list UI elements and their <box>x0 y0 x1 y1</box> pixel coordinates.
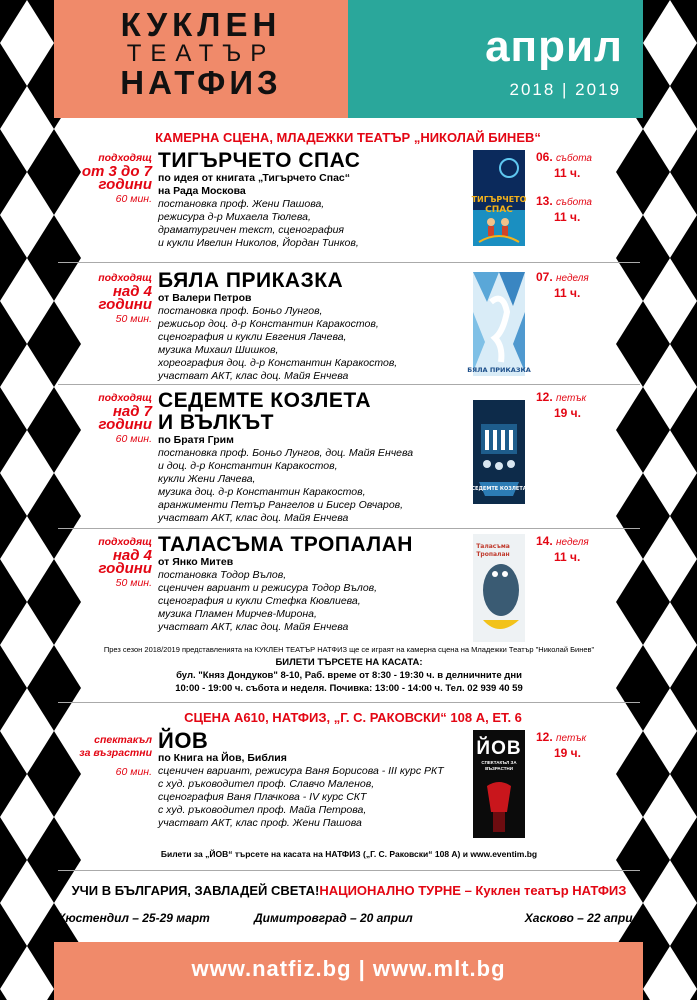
show-credits <box>158 752 488 830</box>
age-info <box>58 734 152 779</box>
svg-text:Таласъма: Таласъма <box>476 543 510 550</box>
age-prefix: подходящ <box>98 152 152 164</box>
duration: 50 мин. <box>115 577 152 589</box>
divider <box>58 702 640 703</box>
credit-line: сценография Ваня Плачкова - IV курс СКТ <box>158 791 367 803</box>
poster-title: ЙОВ <box>476 738 522 759</box>
credit-line: участват АКТ, клас доц. Майя Енчева <box>158 621 349 633</box>
show-tigarcheto-spas <box>58 150 640 270</box>
date-day: 12. <box>536 390 553 404</box>
age-info <box>58 392 152 446</box>
diamond-shape <box>0 817 27 903</box>
date-time: 11 ч. <box>554 286 581 300</box>
harlequin-border-left <box>0 0 54 1000</box>
show-title: БЯЛА ПРИКАЗКА <box>158 269 344 292</box>
svg-text:БЯЛА ПРИКАЗКА: БЯЛА ПРИКАЗКА <box>467 366 531 374</box>
diamond-shape <box>670 43 697 129</box>
credit-line: режисьор доц. д-р Константин Каракостов, <box>158 318 379 330</box>
show-sedemte-kozleta <box>58 390 640 526</box>
credit-line: постановка Тодор Вълов, <box>158 569 287 581</box>
tour-city-dimitrovgrad: Димитровград – 20 април <box>254 911 413 925</box>
show-subtitle-2: на Рада Москова <box>158 185 246 197</box>
show-subtitle: от Валери Петров <box>158 292 252 304</box>
date-time: 19 ч. <box>554 406 581 420</box>
title-line-1: СЕДЕМТЕ КОЗЛЕТА <box>158 389 371 412</box>
credit-line: сценичен вариант, режисура Ваня Борисова - III курс РКТ <box>158 765 444 777</box>
diamond-shape <box>0 645 27 731</box>
credit-line: сценография и кукли Евгения Лачева, <box>158 331 347 343</box>
poster-byala-prikazka <box>467 272 531 376</box>
diamond-shape <box>0 473 27 559</box>
credit-line: постановка проф. Боньо Лунгов, <box>158 305 323 317</box>
date-weekday: петък <box>556 393 587 404</box>
poster-image <box>473 150 525 246</box>
show-title: ТАЛАСЪМА ТРОПАЛАН <box>158 533 413 556</box>
show-credits <box>158 172 488 250</box>
season-label: 2018 | 2019 <box>509 80 621 99</box>
credit-line: музика Михаил Шишков, <box>158 344 279 356</box>
month-title: април <box>485 22 623 71</box>
age-range: над 4 години <box>98 283 152 313</box>
diamond-shape <box>0 43 27 129</box>
show-title: ЙОВ <box>158 728 209 753</box>
age-range: над 4 години <box>98 547 152 577</box>
diamond-shape <box>0 903 27 989</box>
poster-image <box>473 534 525 642</box>
date-day: 07. <box>536 270 553 284</box>
header-logo-panel <box>54 0 348 118</box>
credit-line: драматургичен текст, сценография <box>158 224 345 236</box>
credit-line: с худ. ръководител проф. Майа Петрова, <box>158 804 367 816</box>
credit-line: и кукли Ивелин Николов, Йордан Тинков, <box>158 237 359 249</box>
credit-line: участват АКТ, клас доц. Майя Енчева <box>158 512 349 524</box>
date-time: 11 ч. <box>554 210 581 224</box>
show-subtitle: от Янко Митев <box>158 556 234 568</box>
credit-line: постановка проф. Боньо Лунгов, доц. Майя Енчева <box>158 447 414 459</box>
date-entry <box>536 730 640 746</box>
date-time: 11 ч. <box>554 166 581 180</box>
poster-image <box>473 400 525 504</box>
date-weekday: неделя <box>556 273 589 284</box>
show-credits <box>158 556 488 634</box>
credit-line: и доц. д-р Константин Каракостов, <box>158 460 338 472</box>
diamond-shape <box>670 645 697 731</box>
credit-line: участват АКТ, клас доц. Майя Енчева <box>158 370 349 382</box>
diamond-shape <box>670 387 697 473</box>
duration: 60 мин. <box>115 766 152 778</box>
svg-text:ТИГЪРЧЕТО: ТИГЪРЧЕТО <box>471 195 527 204</box>
credit-line: музика доц. д-р Константин Каракостов, <box>158 486 366 498</box>
show-subtitle: по Книга на Йов, Библия <box>158 752 287 764</box>
date-weekday: събота <box>556 153 592 164</box>
show-credits <box>158 292 488 383</box>
credit-line: сценография и кукли Стефка Кювлиева, <box>158 595 361 607</box>
logo-line-3: НАТФИЗ <box>120 64 282 101</box>
diamond-shape <box>670 129 697 215</box>
show-title: ТИГЪРЧЕТО СПАС <box>158 149 361 172</box>
age-info <box>58 536 152 590</box>
credit-line: сценичен вариант и режисура Тодор Вълов, <box>158 582 378 594</box>
diamond-shape <box>670 731 697 817</box>
diamond-shape <box>670 473 697 559</box>
diamond-shape <box>670 989 697 1000</box>
show-yov <box>58 730 640 842</box>
poster-image <box>473 772 525 842</box>
header-month-panel <box>348 0 643 118</box>
age-prefix: подходящ <box>98 536 152 548</box>
divider <box>58 870 640 871</box>
duration: 60 мин. <box>115 433 152 445</box>
diamond-shape <box>0 0 27 43</box>
tickets-title: БИЛЕТИ ТЪРСЕТЕ НА КАСАТА: <box>275 657 423 668</box>
diamond-shape <box>0 129 27 215</box>
show-title <box>158 390 371 434</box>
show-subtitle: по Братя Грим <box>158 434 234 446</box>
age-range: от 3 до 7 години <box>81 163 152 193</box>
poster-yov <box>473 730 525 838</box>
divider <box>58 528 640 529</box>
date-time: 19 ч. <box>554 746 581 760</box>
diamond-shape <box>0 301 27 387</box>
date-entry <box>536 194 640 210</box>
divider <box>58 262 640 263</box>
age-prefix: подходящ <box>98 272 152 284</box>
divider <box>58 384 640 385</box>
logo-line-1: КУКЛЕН <box>120 6 282 43</box>
tickets-hours-weekend: 10:00 - 19:00 ч. събота и неделя. Почивка: 13:00 - 14:00 ч. Тел. 02 939 40 59 <box>175 683 523 694</box>
show-dates <box>536 150 640 232</box>
diamond-shape <box>0 989 27 1000</box>
yov-tickets-info: Билети за „ЙОВ“ търсете на касата на НАТФИЗ („Г. С. Раковски“ 108 А) и www.eventim.bg <box>160 849 538 859</box>
footer-websites[interactable]: www.natfiz.bg | www.mlt.bg <box>191 956 506 981</box>
date-day: 12. <box>536 730 553 744</box>
date-weekday: петък <box>556 733 587 744</box>
tour-cities <box>58 911 640 927</box>
tour-title: НАЦИОНАЛНО ТУРНЕ – Куклен театър НАТФИЗ <box>319 883 627 898</box>
show-dates <box>536 730 640 768</box>
logo-line-2: ТЕАТЪР <box>126 40 276 67</box>
show-dates <box>536 390 640 428</box>
date-entry <box>536 390 640 406</box>
harlequin-border-right <box>643 0 697 1000</box>
date-entry <box>536 150 640 166</box>
tour-slogan: УЧИ В БЪЛГАРИЯ, ЗАВЛАДЕЙ СВЕТА! <box>71 883 320 898</box>
title-line-2: И ВЪЛКЪТ <box>158 411 274 434</box>
date-day: 14. <box>536 534 553 548</box>
duration: 60 мин. <box>115 193 152 205</box>
svg-text:Тропалан: Тропалан <box>476 551 510 558</box>
date-weekday: неделя <box>556 537 589 548</box>
poster-sedemte-kozleta <box>473 400 525 504</box>
age-prefix: спектакъл <box>94 734 152 746</box>
diamond-pattern-left <box>0 0 54 1000</box>
tour-city-haskovo: Хасково – 22 април <box>524 911 640 925</box>
svg-text:СЕДЕМТЕ КОЗЛЕТА: СЕДЕМТЕ КОЗЛЕТА <box>471 486 527 492</box>
poster-tigarcheto-spas <box>473 150 525 246</box>
diamond-shape <box>0 387 27 473</box>
diamond-pattern-right <box>643 0 697 1000</box>
credit-line: музика Пламен Мирчев-Мирона, <box>158 608 317 620</box>
date-weekday: събота <box>556 197 592 208</box>
age-prefix: подходящ <box>98 392 152 404</box>
diamond-shape <box>670 817 697 903</box>
svg-text:СПАС: СПАС <box>485 205 513 215</box>
show-byala-prikazka <box>58 270 640 384</box>
diamond-shape <box>670 903 697 989</box>
date-day: 06. <box>536 150 553 164</box>
stage-a610-heading: СЦЕНА А610, НАТФИЗ, „Г. С. РАКОВСКИ“ 108 А, ЕТ. 6 <box>184 710 522 725</box>
poster-subtitle: СПЕКТАКЪЛ ЗА ВЪЗРАСТНИ <box>481 760 517 771</box>
age-info <box>58 152 152 206</box>
diamond-shape <box>0 731 27 817</box>
diamond-shape <box>670 559 697 645</box>
show-dates <box>536 270 640 308</box>
credit-line: участват АКТ, клас проф. Жени Пашова <box>158 817 362 829</box>
diamond-shape <box>670 301 697 387</box>
diamond-shape <box>0 559 27 645</box>
credit-line: постановка проф. Жени Пашова, <box>158 198 325 210</box>
national-tour-heading <box>58 883 640 898</box>
diamond-shape <box>0 215 27 301</box>
show-dates <box>536 534 640 572</box>
duration: 50 мин. <box>115 313 152 325</box>
date-day: 13. <box>536 194 553 208</box>
theatre-logo <box>54 8 348 100</box>
chamber-stage-heading: КАМЕРНА СЦЕНА, МЛАДЕЖКИ ТЕАТЪР „НИКОЛАЙ БИНЕВ“ <box>155 130 541 145</box>
credit-line: с худ. ръководител проф. Славчо Маленов, <box>158 778 375 790</box>
poster-image <box>467 272 531 376</box>
show-credits <box>158 434 488 525</box>
credit-line: хореография доц. д-р Константин Каракостов, <box>158 357 398 369</box>
show-talasama-tropalan <box>58 534 640 644</box>
age-range: над 7 години <box>98 403 152 433</box>
tickets-info <box>58 656 640 695</box>
age-info <box>58 272 152 326</box>
tickets-hours-weekdays: бул. "Княз Дондуков" 8-10, Раб. време от 8:30 - 19:30 ч. в делничните дни <box>176 670 522 681</box>
season-note: През сезон 2018/2019 представленията на КУКЛЕН ТЕАТЪР НАТФИЗ ще се играят на камерна сцена на Младежки Театър "Николай Бинев" <box>103 645 595 654</box>
credit-line: режисура д-р Михаела Тюлева, <box>158 211 311 223</box>
poster-talasama-tropalan <box>473 534 525 642</box>
diamond-shape <box>670 0 697 43</box>
credit-line: аранжименти Петър Рангелов и Бисер Овчаров, <box>158 499 404 511</box>
date-entry <box>536 270 640 286</box>
diamond-shape <box>670 215 697 301</box>
date-entry <box>536 534 640 550</box>
date-time: 11 ч. <box>554 550 581 564</box>
footer-band <box>54 942 643 1000</box>
age-range: за възрастни <box>79 747 152 759</box>
show-subtitle: по идея от книгата „Тигърчето Спас“ <box>158 172 351 184</box>
credit-line: кукли Жени Лачева, <box>158 473 256 485</box>
tour-city-kyustendil: Кюстендил – 25-29 март <box>58 911 210 925</box>
